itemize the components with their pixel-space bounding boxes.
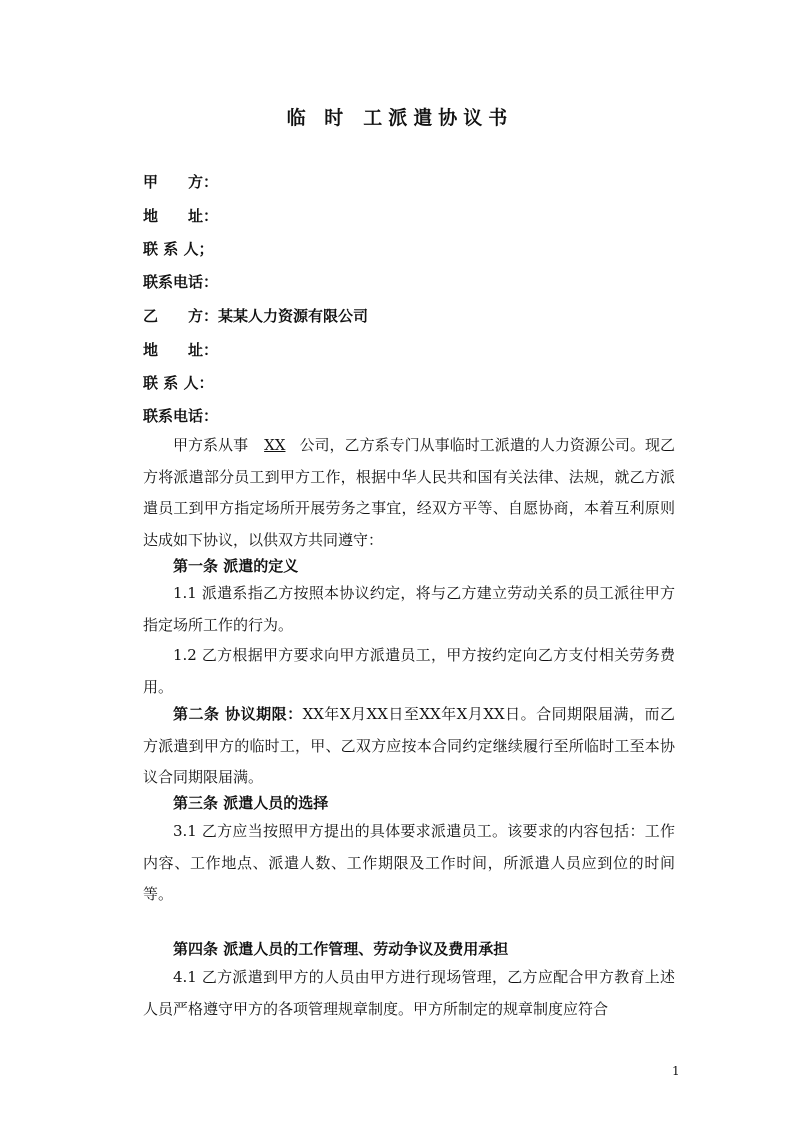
party-b-heading [143, 305, 368, 326]
article1-p1: 1.1 派遣系指乙方按照本协议约定，将与乙方建立劳动关系的员工派往甲方指定场所工作的行为。 [143, 584, 675, 634]
party-b-label: 乙 方： [143, 307, 219, 325]
party-b-phone-label: 联系电话： [143, 407, 219, 425]
article2-text: XX年X月XX日至XX年X月XX日。合同期限届满，而乙方派遣到甲方的临时工，甲、乙双方应按本合同约定继续履行至所临时工至本协议合同期限届满。 [143, 705, 675, 786]
article1-p2: 1.2 乙方根据甲方要求向甲方派遣员工，甲方按约定向乙方支付相关劳务费用。 [143, 646, 675, 696]
party-a-contact [143, 238, 213, 259]
party-a-address [143, 205, 218, 226]
intro-blank: XX [264, 436, 286, 454]
party-a-contact-label: 联 系 人； [143, 240, 214, 258]
party-a-phone-label: 联系电话： [143, 273, 219, 291]
party-b-contact-label: 联 系 人： [143, 374, 214, 392]
article3-p1: 3.1 乙方应当按照甲方提出的具体要求派遣员工。该要求的内容包括：工作内容、工作地点、派遣人数、工作期限及工作时间，所派遣人员应到位的时间等。 [143, 822, 675, 903]
article2-paragraph [143, 699, 675, 794]
party-b-phone [143, 405, 218, 426]
article3-heading: 第三条 派遣人员的选择 [173, 794, 329, 812]
intro-after: 公司，乙方系专门从事临时工派遣的人力资源公司。现乙方将派遣部分员工到甲方工作，根据中华人民共和国有关法律、法规，就乙方派遣员工到甲方指定场所开展劳务之事宜，经双方平等、自愿协商，本着互利原则达成如下协议，以供双方共同遵守： [143, 436, 675, 549]
intro-paragraph [143, 430, 675, 556]
party-a-heading [143, 171, 218, 192]
title-part-a: 临 时 [286, 107, 350, 129]
page-number: 1 [672, 1064, 680, 1078]
intro-before: 甲方系从事 [173, 436, 249, 454]
party-b-name: 某某人力资源有限公司 [218, 307, 369, 325]
article1-heading: 第一条 派遣的定义 [173, 557, 299, 575]
party-b-contact [143, 372, 213, 393]
party-b-address [143, 339, 218, 360]
party-a-address-label: 地 址： [143, 207, 219, 225]
article4-p1: 4.1 乙方派遣到甲方的人员由甲方进行现场管理，乙方应配合甲方教育上述人员严格遵守甲方的各项管理规章制度。甲方所制定的规章制度应符合 [143, 968, 675, 1018]
document-title [0, 103, 800, 130]
party-a-label: 甲 方： [143, 173, 219, 191]
article2-heading: 第二条 协议期限： [173, 705, 303, 723]
title-part-b: 工派遣协议书 [363, 107, 514, 129]
article4-heading: 第四条 派遣人员的工作管理、劳动争议及费用承担 [173, 940, 509, 958]
party-a-phone [143, 271, 218, 292]
party-b-address-label: 地 址： [143, 341, 219, 359]
